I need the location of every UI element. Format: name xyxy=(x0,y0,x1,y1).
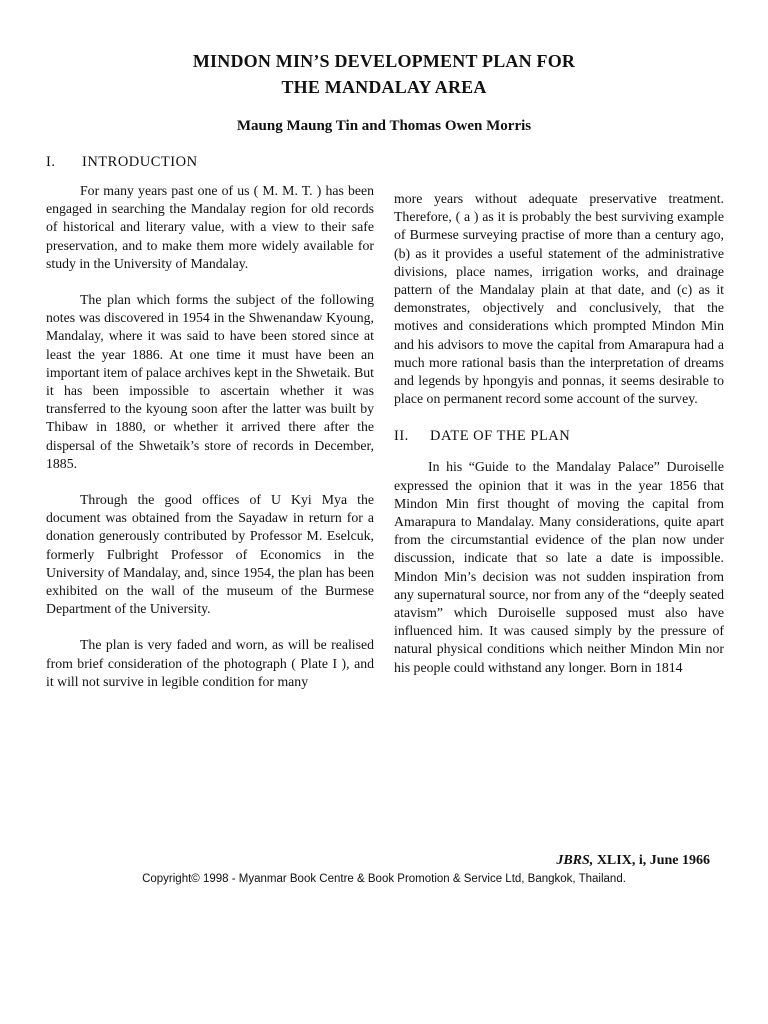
journal-name: JBRS, xyxy=(556,853,594,868)
section-heading-date-of-plan xyxy=(394,426,724,446)
section-heading-introduction xyxy=(46,152,374,172)
title-line-2: THE MANDALAY AREA xyxy=(281,77,487,97)
section-title: INTRODUCTION xyxy=(82,154,198,170)
right-column xyxy=(394,190,724,677)
paragraph: For many years past one of us ( M. M. T. ) has been engaged in searching the Mandalay region for old records of historical and literary value, with a view to their safe preservation, and to make them more widely available for study in the University of Mandalay. xyxy=(46,183,374,271)
paper-authors: Maung Maung Tin and Thomas Owen Morris xyxy=(236,118,532,134)
copyright-notice: Copyright© 1998 - Myanmar Book Centre & Book Promotion & Service Ltd, Bangkok, Thailand. xyxy=(142,873,626,885)
paragraph: Through the good offices of U Kyi Mya the document was obtained from the Sayadaw in return for a donation generously contributed by Professor M. Eselcuk, formerly Fulbright Professor of Economics in the University of Mandalay, and, since 1954, the plan has been exhibited on the wall of the museum of the Burmese Department of the University. xyxy=(46,492,374,617)
title-line-1: MINDON MIN’S DEVELOPMENT PLAN FOR xyxy=(192,51,576,71)
section-title: DATE OF THE PLAN xyxy=(430,428,571,445)
section-number: II. xyxy=(394,428,409,445)
paragraph-continued: more years without adequate preservative treatment. Therefore, ( a ) as it is probably the best surviving example of Burmese surveying practise of more than a century ago, (b) as it provides a useful statement of the administrative divisions, place names, irrigation works, and drainage pattern of the Mandalay plain at that date, and (c) as it demonstrates, objectively and conclusively, that the motives and considerations which prompted Mindon Min and his advisors to move the capital from Amarapura had a much more rational basis than the interpretation of dreams and legends by hpongyis and ponnas, it seems desirable to place on permanent record some account of the survey. xyxy=(394,191,724,407)
section-number: I. xyxy=(46,154,56,170)
journal-volume-issue: XLIX, i, June 1966 xyxy=(596,853,710,868)
left-column xyxy=(46,152,374,691)
journal-citation xyxy=(556,852,710,870)
paragraph: The plan is very faded and worn, as will be realised from brief consideration of the photograph ( Plate I ), and it will not survive in legible condition for many xyxy=(46,637,374,689)
paper-title xyxy=(60,48,708,100)
paragraph: The plan which forms the subject of the following notes was discovered in 1954 in the Shwenandaw Kyoung, Mandalay, where it was said to have been stored since at least the year 1886. At one time it must have been an important item of palace archives kept in the Shwetaik. But it has been impossible to ascertain whether it was transferred to the kyoung soon after the latter was built by Thibaw in 1880, or whether it arrived there after the dispersal of the Shwetaik’s store of records in December, 1885. xyxy=(46,292,374,471)
paragraph: In his “Guide to the Mandalay Palace” Duroiselle expressed the opinion that it was in the year 1856 that Mindon Min first thought of moving the capital from Amarapura to Mandalay. Many considerations, quite apart from the circumstantial evidence of the plan now under discussion, indicate that so late a date is impossible. Mindon Min’s decision was not sudden inspiration from any supernatural source, nor from any of the “deeply seated atavism” which Duroiselle supposed must also have influenced him. It was caused simply by the pressure of natural physical conditions which neither Mindon Min nor his people could withstand any longer. Born in 1814 xyxy=(394,459,724,675)
